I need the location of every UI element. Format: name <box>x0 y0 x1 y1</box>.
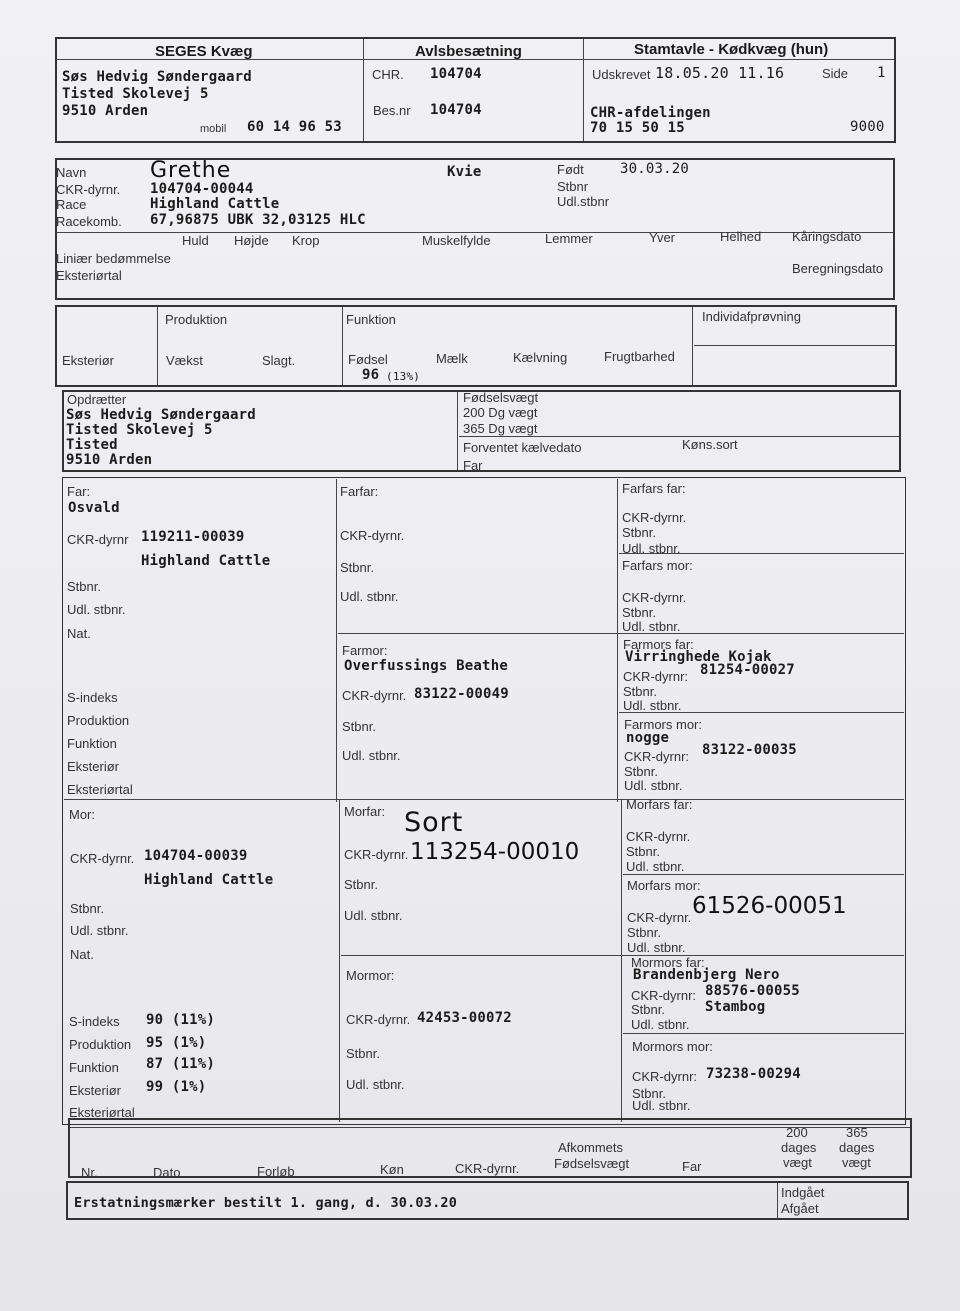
race-label: Race <box>56 197 87 212</box>
sire-eksteriortal-label: Eksteriørtal <box>67 782 133 797</box>
morfars-far-stbnr-label: Stbnr. <box>626 844 660 859</box>
dam-funktion-label: Funktion <box>69 1060 119 1075</box>
sire-udl-label: Udl. stbnr. <box>67 602 126 617</box>
forventet-label: Forventet kælvedato <box>463 440 582 455</box>
col-200-vaegt: vægt <box>783 1155 812 1170</box>
dam-produktion: 95 (1%) <box>146 1035 207 1051</box>
sire-label: Far: <box>67 484 91 499</box>
animal-sex: Kvie <box>447 164 482 180</box>
breeder-town: Tisted <box>66 437 118 453</box>
farfars-mor-ckr-label: CKR-dyrnr. <box>622 590 687 605</box>
ped-v2b <box>621 800 622 1122</box>
farmors-mor-ckr-label: CKR-dyrnr: <box>624 749 690 764</box>
document-title: Stamtavle - Kødkvæg (hun) <box>634 41 829 58</box>
dam-produktion-label: Produktion <box>69 1037 132 1052</box>
col-200-dages: dages <box>781 1140 817 1155</box>
ped-v2a <box>617 479 618 802</box>
sire-nat-label: Nat. <box>67 626 91 641</box>
sire-ckr-label: CKR-dyrnr <box>67 532 129 547</box>
farfars-far-stbnr-label: Stbnr. <box>622 525 656 540</box>
farfar-ckr-label: CKR-dyrnr. <box>340 528 405 543</box>
page-label: Side <box>822 66 849 81</box>
farmor-stbnr-label: Stbnr. <box>342 719 376 734</box>
dept-postcode: 9000 <box>850 119 885 135</box>
farmors-far-label: Farmors far: <box>623 637 694 652</box>
mormors-mor-ckr: 73238-00294 <box>706 1066 801 1082</box>
breeder-label: Opdrætter <box>67 392 127 407</box>
col-afkommets: Afkommets <box>558 1140 624 1155</box>
farfar-label: Farfar: <box>340 484 379 499</box>
yver-label: Yver <box>649 230 676 245</box>
farmors-far-udl-label: Udl. stbnr. <box>623 698 682 713</box>
col-ckr: CKR-dyrnr. <box>455 1161 520 1176</box>
header-col-divider-2 <box>583 39 584 141</box>
mormors-far-stbnr-label: Stbnr. <box>631 1002 665 1017</box>
animal-race: Highland Cattle <box>150 196 280 212</box>
dept-phone: 70 15 50 15 <box>590 120 685 136</box>
dg365-label: 365 Dg vægt <box>463 421 538 436</box>
animal-racekomb: 67,96875 UBK 32,03125 HLC <box>150 212 366 228</box>
farmors-mor-udl-label: Udl. stbnr. <box>624 778 683 793</box>
sire-ckr: 119211-00039 <box>141 529 245 545</box>
farmors-far-name: Virringhede Kojak <box>625 649 772 665</box>
owner-name: Søs Hedvig Søndergaard <box>62 69 252 85</box>
ckr-label: CKR-dyrnr. <box>56 182 121 197</box>
index-div-4 <box>694 345 895 346</box>
lemmer-label: Lemmer <box>545 231 593 246</box>
mormors-far-ckr: 88576-00055 <box>705 983 800 999</box>
huld-label: Huld <box>182 233 209 248</box>
individafprovning-label: Individafprøvning <box>702 309 801 324</box>
index-div-1 <box>157 307 158 385</box>
farfars-mor-udl-label: Udl. stbnr. <box>622 619 681 634</box>
col-365-vaegt: vægt <box>842 1155 871 1170</box>
besnr-label: Bes.nr <box>373 103 411 118</box>
born-label: Født <box>557 162 584 177</box>
ped-h-gp1 <box>338 633 904 634</box>
owner-street: Tisted Skolevej 5 <box>62 86 209 102</box>
farmors-far-ckr: 81254-00027 <box>700 662 795 678</box>
farmors-mor-name: nogge <box>626 730 670 746</box>
morfar-ckr-label: CKR-dyrnr. <box>344 847 409 862</box>
dam-race: Highland Cattle <box>144 872 274 888</box>
col-fodselsvaegt: Fødselsvægt <box>554 1156 630 1171</box>
mormor-ckr-label: CKR-dyrnr. <box>346 1012 411 1027</box>
breeder-divider <box>457 392 458 470</box>
footer-divider <box>777 1183 778 1218</box>
frugtbarhed-label: Frugtbarhed <box>604 349 675 364</box>
chr-department: CHR-afdelingen <box>590 105 711 121</box>
produktion-label: Produktion <box>165 312 228 327</box>
farmor-ckr-label: CKR-dyrnr. <box>342 688 407 703</box>
fodsel-value: 96 <box>362 367 380 383</box>
sire-produktion-label: Produktion <box>67 713 130 728</box>
ped-v1a <box>336 479 337 802</box>
dam-ckr-label: CKR-dyrnr. <box>70 851 135 866</box>
mormor-udl-label: Udl. stbnr. <box>346 1077 405 1092</box>
mormors-far-name: Brandenbjerg Nero <box>633 967 780 983</box>
morfar-stbnr-label: Stbnr. <box>344 877 378 892</box>
col-200-num: 200 <box>786 1125 808 1140</box>
farmor-name: Overfussings Beathe <box>344 658 508 674</box>
maelk-label: Mælk <box>436 351 468 366</box>
hojde-label: Højde <box>234 233 269 248</box>
fodselsvaegt-label: Fødselsvægt <box>463 390 539 405</box>
born-date: 30.03.20 <box>620 161 690 177</box>
sire-stbnr-label: Stbnr. <box>67 579 101 594</box>
morfars-far-udl-label: Udl. stbnr. <box>626 859 685 874</box>
dam-label: Mor: <box>69 807 95 822</box>
herd-title: Avlsbesætning <box>415 43 522 60</box>
funktion-label: Funktion <box>346 312 396 327</box>
mormors-mor-udl-label: Udl. stbnr. <box>632 1098 691 1113</box>
dg200-label: 200 Dg vægt <box>463 405 538 420</box>
col-365-dages: dages <box>839 1140 875 1155</box>
farfars-mor-label: Farfars mor: <box>622 558 693 573</box>
ped-h-ggp4 <box>623 1033 904 1034</box>
morfar-ckr-handwritten: 113254-00010 <box>410 839 580 865</box>
printed-date: 18.05.20 11.16 <box>655 64 785 82</box>
chr-value: 104704 <box>430 66 482 82</box>
animal-ckr: 104704-00044 <box>150 181 254 197</box>
breeder-hdivider <box>459 436 899 437</box>
morfars-far-label: Morfars far: <box>626 797 693 812</box>
dam-funktion: 87 (11%) <box>146 1056 216 1072</box>
krop-label: Krop <box>292 233 320 248</box>
sire-sindeks-label: S-indeks <box>67 690 118 705</box>
farmor-udl-label: Udl. stbnr. <box>342 748 401 763</box>
linear-label: Liniær bedømmelse <box>56 251 171 266</box>
farfars-far-label: Farfars far: <box>622 481 686 496</box>
farmors-mor-ckr: 83122-00035 <box>702 742 797 758</box>
sire-race: Highland Cattle <box>141 553 271 569</box>
farmors-far-stbnr-label: Stbnr. <box>623 684 657 699</box>
dam-eksterior-label: Eksteriør <box>69 1083 121 1098</box>
col-far: Far <box>682 1159 702 1174</box>
sire-eksterior-label: Eksteriør <box>67 759 119 774</box>
mormors-far-stbnr: Stambog <box>705 999 766 1015</box>
morfars-mor-ckr-label: CKR-dyrnr. <box>627 910 692 925</box>
dam-udl-label: Udl. stbnr. <box>70 923 129 938</box>
dam-sindeks: 90 (11%) <box>146 1012 216 1028</box>
org-title: SEGES Kvæg <box>155 43 253 60</box>
sire-funktion-label: Funktion <box>67 736 117 751</box>
chr-label: CHR. <box>372 67 404 82</box>
ped-v1b <box>339 800 340 1122</box>
eksterior-label: Eksteriør <box>62 353 114 368</box>
udl-stbnr-label: Udl.stbnr <box>557 194 610 209</box>
header-col-divider-1 <box>363 39 364 141</box>
replacement-tags-note: Erstatningsmærker bestilt 1. gang, d. 30.03.20 <box>74 1195 458 1211</box>
vaekst-label: Vækst <box>166 353 203 368</box>
farmor-label: Farmor: <box>342 643 388 658</box>
karingsdato-label: Kåringsdato <box>792 229 862 244</box>
morfar-color-handwritten: Sort <box>404 807 464 838</box>
morfars-mor-ckr-handwritten: 61526-00051 <box>692 893 847 919</box>
mormors-far-udl-label: Udl. stbnr. <box>631 1017 690 1032</box>
farmor-ckr: 83122-00049 <box>414 686 509 702</box>
mormors-mor-stbnr-label: Stbnr. <box>632 1086 666 1101</box>
dam-stbnr-label: Stbnr. <box>70 901 104 916</box>
mormors-far-ckr-label: CKR-dyrnr: <box>631 988 697 1003</box>
dam-ckr: 104704-00039 <box>144 848 248 864</box>
ped-h-gp2 <box>341 955 904 956</box>
beregningsdato-label: Beregningsdato <box>792 261 884 276</box>
breeder-name: Søs Hedvig Søndergaard <box>66 407 256 423</box>
farfar-udl-label: Udl. stbnr. <box>340 589 399 604</box>
morfars-mor-stbnr-label: Stbnr. <box>627 925 661 940</box>
morfar-label: Morfar: <box>344 804 386 819</box>
index-div-3 <box>692 307 693 385</box>
farmors-mor-stbnr-label: Stbnr. <box>624 764 658 779</box>
breeder-city: 9510 Arden <box>66 452 153 468</box>
stbnr-label: Stbnr <box>557 179 589 194</box>
dam-eksterior: 99 (1%) <box>146 1079 207 1095</box>
morfars-far-ckr-label: CKR-dyrnr. <box>626 829 691 844</box>
sire-name: Osvald <box>68 500 120 516</box>
offspring-top-rule <box>70 1127 910 1128</box>
col-forlob: Forløb <box>257 1164 295 1179</box>
slagt-label: Slagt. <box>262 353 296 368</box>
morfars-mor-label: Morfars mor: <box>627 878 701 893</box>
indgaet-label: Indgået <box>781 1185 825 1200</box>
animal-name-handwritten: Grethe <box>150 158 232 183</box>
col-365-num: 365 <box>846 1125 868 1140</box>
besnr-value: 104704 <box>430 102 482 118</box>
afgaet-label: Afgået <box>781 1201 819 1216</box>
printed-label: Udskrevet <box>592 67 651 82</box>
fodsel-label: Fødsel <box>348 352 388 367</box>
index-div-2 <box>342 307 343 385</box>
col-kon: Køn <box>380 1162 404 1177</box>
farmors-mor-label: Farmors mor: <box>624 717 702 732</box>
dam-sindeks-label: S-indeks <box>69 1014 120 1029</box>
col-nr: Nr. <box>81 1165 98 1180</box>
mormor-label: Mormor: <box>346 968 395 983</box>
farfar-stbnr-label: Stbnr. <box>340 560 374 575</box>
mormors-mor-ckr-label: CKR-dyrnr: <box>632 1069 698 1084</box>
kaelvning-label: Kælvning <box>513 350 568 365</box>
mormors-mor-label: Mormors mor: <box>632 1039 713 1054</box>
eksteriortal-label: Eksteriørtal <box>56 268 122 283</box>
racekomb-label: Racekomb. <box>56 214 122 229</box>
name-label: Navn <box>56 165 87 180</box>
owner-city: 9510 Arden <box>62 103 149 119</box>
col-dato: Dato <box>153 1165 181 1180</box>
mobil-label: mobil <box>200 123 227 135</box>
breeder-street: Tisted Skolevej 5 <box>66 422 213 438</box>
mormor-ckr: 42453-00072 <box>417 1010 512 1026</box>
owner-mobile: 60 14 96 53 <box>247 119 342 135</box>
mormors-far-label: Mormors far: <box>631 955 705 970</box>
ped-h-mid <box>64 799 904 800</box>
ped-h-ggp3 <box>623 874 904 875</box>
dam-eksteriortal-label: Eksteriørtal <box>69 1105 135 1120</box>
konssort-label: Køns.sort <box>682 437 738 452</box>
page-number: 1 <box>877 65 886 81</box>
farmors-far-ckr-label: CKR-dyrnr: <box>623 669 689 684</box>
far-label: Far <box>463 458 483 473</box>
mormor-stbnr-label: Stbnr. <box>346 1046 380 1061</box>
farfars-mor-stbnr-label: Stbnr. <box>622 605 656 620</box>
morfars-mor-udl-label: Udl. stbnr. <box>627 940 686 955</box>
farfars-far-ckr-label: CKR-dyrnr. <box>622 510 687 525</box>
fodsel-pct: (13%) <box>386 370 421 383</box>
muskelfylde-label: Muskelfylde <box>422 233 491 248</box>
dam-nat-label: Nat. <box>70 947 94 962</box>
helhed-label: Helhed <box>720 229 762 244</box>
morfar-udl-label: Udl. stbnr. <box>344 908 403 923</box>
farfars-far-udl-label: Udl. stbnr. <box>622 541 681 556</box>
